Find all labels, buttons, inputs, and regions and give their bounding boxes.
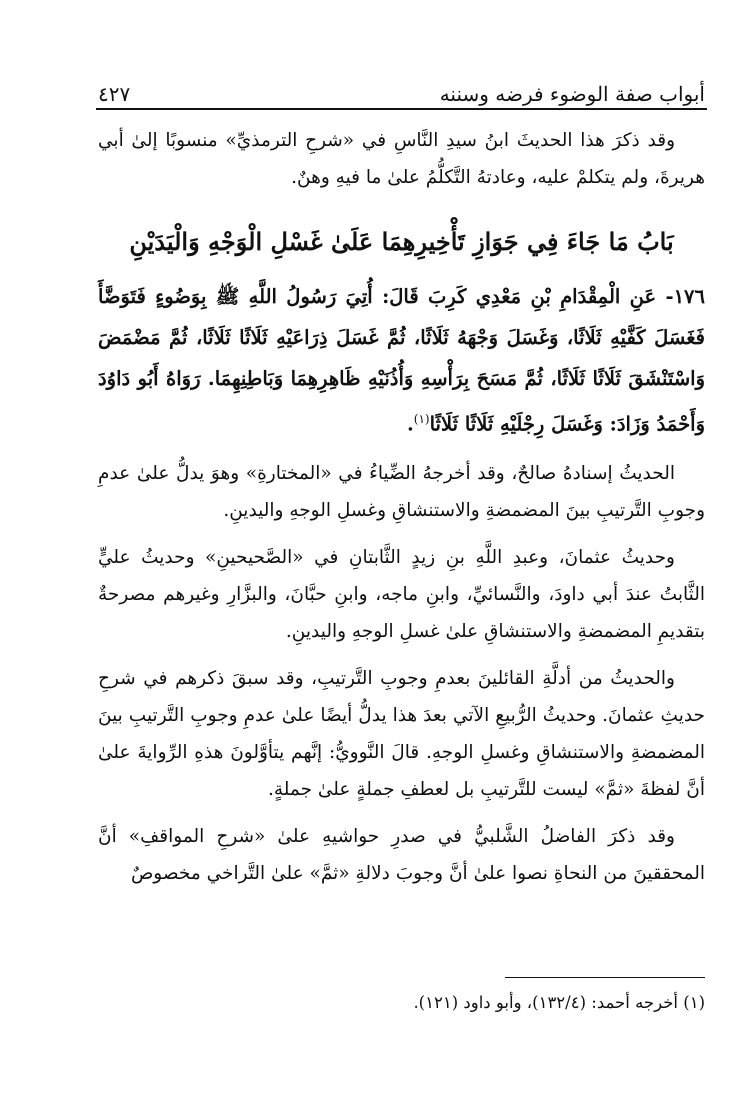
footnote-marker: (١) [413, 412, 430, 426]
intro-line-1: وقد ذكرَ هذا الحديثَ ابنُ سيدِ النَّاسِ في «شرحِ الترمذيِّ» منسوبًا [165, 130, 675, 151]
intro-line-2: إلىٰ أبي هريرةَ، ولم يتكلمْ عليه، وعادتهُ التَّكلُّمُ علىٰ ما فيهِ وهنٌ. [98, 130, 705, 188]
page-header [98, 72, 705, 106]
hadith-body: ١٧٦- عَنِ الْمِقْدَامِ بْنِ مَعْدِي كَرِبَ قَالَ: أُتِيَ رَسُولُ اللَّهِ ﷺ بِوَضُوءٍ فَتَوَضَّأَ فَغَسَلَ كَفَّيْهِ ثَلَاثًا، وَغَسَلَ وَجْهَهُ ثَلَاثًا، ثُمَّ غَسَلَ ذِرَاعَيْهِ ثَلَاثًا ثَلَاثًا، ثُمَّ مَضْمَضَ وَاسْتَنْشَقَ ثَلَاثًا ثَلَاثًا، ثُمَّ مَسَحَ بِرَأْسِهِ وَأُذُنَيْهِ ظَاهِرِهِمَا وَبَاطِنِهِمَا. رَوَاهُ أَبُو دَاوُدَ وَأَحْمَدُ وَزَادَ: وَغَسَلَ رِجْلَيْهِ ثَلَاثًا ثَلَاثًا [98, 285, 705, 436]
footnote-divider [505, 977, 705, 978]
page-body [98, 122, 705, 892]
commentary-paragraph-2: وحديثُ عثمانَ، وعبدِ اللَّهِ بنِ زيدٍ الثَّابتانِ في «الصَّحيحينِ» وحديثُ عليٍّ الثَّابتُ عندَ أبي داودَ، والنَّسائيِّ، وابنِ ماجه، وابنِ حبَّانَ، والبزَّارِ وغيرهم مصرحةٌ بتقديمِ المضمضةِ والاستنشاقِ علىٰ غسلِ الوجهِ واليدينِ. [98, 546, 705, 642]
intro-paragraph [98, 122, 705, 196]
footnote: (١) أخرجه أحمد: (١٣٢/٤)، وأبو داود (١٢١). [413, 993, 705, 1012]
hadith-end: . [406, 412, 414, 436]
header-divider [96, 108, 707, 110]
commentary-paragraph-4: وقد ذكرَ الفاضلُ الشَّلبيُّ في صدرِ حواشيهِ علىٰ «شرحِ المواقفِ» أنَّ المحققينَ من النحاةِ نصوا علىٰ أنَّ وجوبَ دلالةِ «ثمَّ» علىٰ التَّراخي مخصوصٌ [98, 825, 705, 884]
commentary-paragraph-1: الحديثُ إسنادهُ صالحٌ، وقد أخرجهُ الضِّياءُ في «المختارةِ» وهوَ يدلُّ علىٰ عدمِ وجوبِ التَّرتيبِ بينَ المضمضةِ والاستنشاقِ وغسلِ الوجهِ واليدينِ. [98, 462, 705, 521]
page-number: ٤٢٧ [98, 82, 131, 106]
hadith-text [98, 276, 705, 445]
chapter-title: بَابُ مَا جَاءَ فِي جَوَازِ تَأْخِيرِهِمَا عَلَىٰ غَسْلِ الْوَجْهِ وَالْيَدَيْنِ [129, 227, 674, 256]
running-title: أبواب صفة الوضوء فرضه وسننه [439, 82, 705, 106]
commentary-paragraph-3: والحديثُ من أدلَّةِ القائلينَ بعدمِ وجوبِ التَّرتيبِ، وقد سبقَ ذكرهم في شرحِ حديثِ عثمانَ. وحديثُ الرُّبيعِ الآتي بعدَ هذا يدلُّ أيضًا علىٰ عدمِ وجوبِ التَّرتيبِ بينَ المضمضةِ والاستنشاقِ وغسلِ الوجهِ. قالَ النَّوويُّ: إنَّهم يتأوَّلونَ هذهِ الرِّوايةَ علىٰ أنَّ لفظةَ «ثمَّ» ليست للتَّرتيبِ بل لعطفِ جملةٍ علىٰ جملةٍ. [98, 667, 705, 800]
